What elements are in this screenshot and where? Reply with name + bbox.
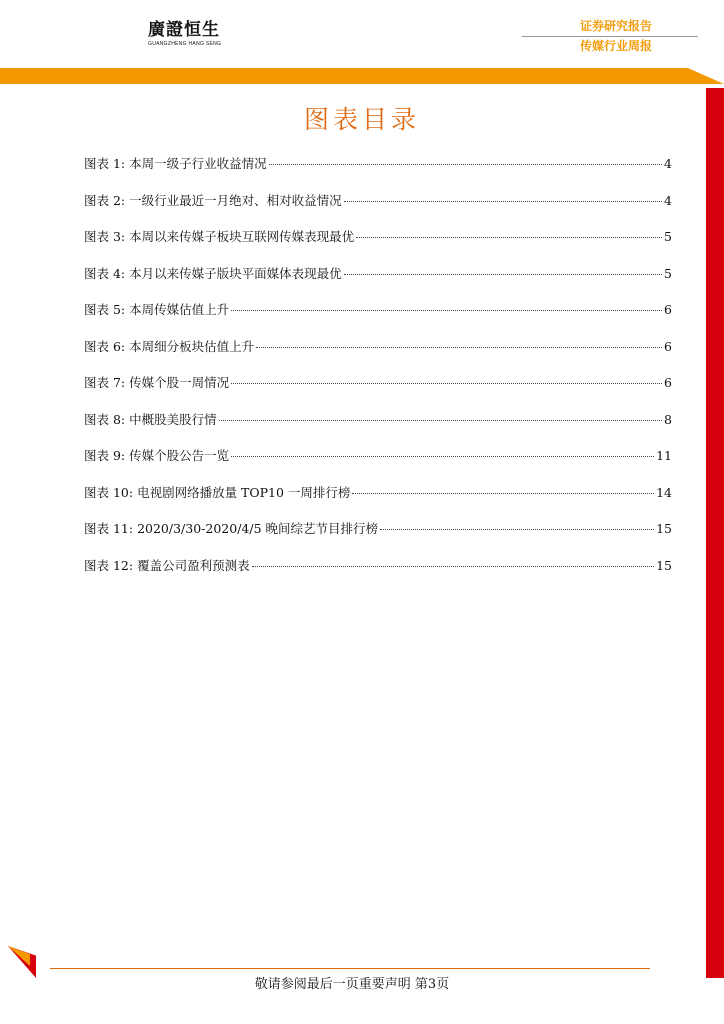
- report-date-range: (2020.4.6-2020.4.12): [549, 66, 680, 79]
- logo-subtext: GUANGZHENG HANG SENG: [148, 41, 222, 47]
- toc-leader: [269, 164, 662, 165]
- toc-text: 覆盖公司盈利预测表: [137, 557, 250, 573]
- toc-label: 图表 9:: [84, 448, 126, 463]
- toc-page-number: 15: [656, 521, 672, 536]
- footer-divider: [50, 968, 650, 969]
- toc-entry[interactable]: [84, 483, 672, 520]
- toc-label: 图表 1:: [84, 156, 126, 171]
- toc-text: 本周细分板块估值上升: [129, 338, 255, 354]
- toc-entry[interactable]: [84, 556, 672, 593]
- toc-entry[interactable]: [84, 373, 672, 410]
- toc-entry[interactable]: [84, 519, 672, 556]
- toc-page-number: 6: [664, 375, 672, 390]
- toc-page-number: 15: [656, 557, 672, 573]
- toc-label: 图表 12:: [84, 557, 134, 573]
- toc-label: 图表 10:: [84, 484, 134, 500]
- report-name: 传媒行业周报: [579, 39, 652, 53]
- toc-entry[interactable]: [84, 300, 672, 337]
- toc-leader: [344, 274, 662, 275]
- toc-entry[interactable]: [84, 410, 672, 447]
- toc-leader: [256, 347, 662, 348]
- toc-label: 图表 5:: [84, 302, 126, 317]
- toc-entry[interactable]: [84, 154, 672, 191]
- toc-text: 传媒个股公告一览: [129, 448, 230, 463]
- toc-label: 图表 4:: [84, 265, 126, 281]
- toc-page-number: 4: [664, 192, 672, 208]
- toc-page-number: 5: [664, 229, 672, 244]
- logo-text: 廣證恒生: [148, 20, 220, 40]
- toc-page-number: 6: [664, 302, 672, 317]
- toc-page-number: 4: [664, 156, 672, 171]
- toc-text: 本周一级子行业收益情况: [129, 156, 267, 171]
- table-of-figures: [84, 154, 672, 592]
- toc-text: 电视剧网络播放量 TOP10 一周排行榜: [137, 484, 351, 500]
- company-logo: [148, 20, 238, 47]
- toc-page-number: 8: [664, 411, 672, 427]
- toc-label: 图表 8:: [84, 411, 126, 427]
- toc-page-number: 5: [664, 265, 672, 281]
- toc-leader: [352, 493, 654, 494]
- toc-entry[interactable]: [84, 446, 672, 483]
- toc-page-number: 11: [656, 448, 672, 463]
- toc-leader: [231, 310, 662, 311]
- page-footer: 敬请参阅最后一页重要声明 第3页: [254, 977, 450, 992]
- toc-leader: [344, 201, 662, 202]
- toc-leader: [356, 237, 662, 238]
- toc-label: 图表 11:: [84, 521, 134, 536]
- toc-text: 本周以来传媒子板块互联网传媒表现最优: [129, 229, 355, 244]
- toc-leader: [252, 566, 655, 567]
- toc-entry[interactable]: [84, 264, 672, 301]
- toc-text: 中概股美股行情: [129, 411, 217, 427]
- toc-entry[interactable]: [84, 191, 672, 228]
- toc-leader: [231, 456, 654, 457]
- toc-text: 传媒个股一周情况: [129, 375, 230, 390]
- page-title: 图表目录: [303, 105, 420, 134]
- header-divider: [522, 36, 698, 37]
- toc-entry[interactable]: [84, 227, 672, 264]
- side-red-band: [706, 88, 724, 978]
- toc-leader: [231, 383, 662, 384]
- toc-text: 本月以来传媒子版块平面媒体表现最优: [129, 265, 342, 281]
- toc-page-number: 14: [656, 484, 672, 500]
- toc-text: 本周传媒估值上升: [129, 302, 230, 317]
- toc-page-number: 6: [664, 338, 672, 354]
- toc-text: 一级行业最近一月绝对、相对收益情况: [129, 192, 342, 208]
- report-type: 证券研究报告: [579, 19, 652, 33]
- toc-label: 图表 7:: [84, 375, 126, 390]
- corner-decoration-orange: [8, 946, 30, 966]
- toc-label: 图表 3:: [84, 229, 126, 244]
- toc-leader: [380, 529, 654, 530]
- toc-entry[interactable]: [84, 337, 672, 374]
- toc-label: 图表 6:: [84, 338, 126, 354]
- toc-leader: [219, 420, 662, 421]
- toc-text: 2020/3/30-2020/4/5 晚间综艺节目排行榜: [137, 521, 379, 536]
- toc-label: 图表 2:: [84, 192, 126, 208]
